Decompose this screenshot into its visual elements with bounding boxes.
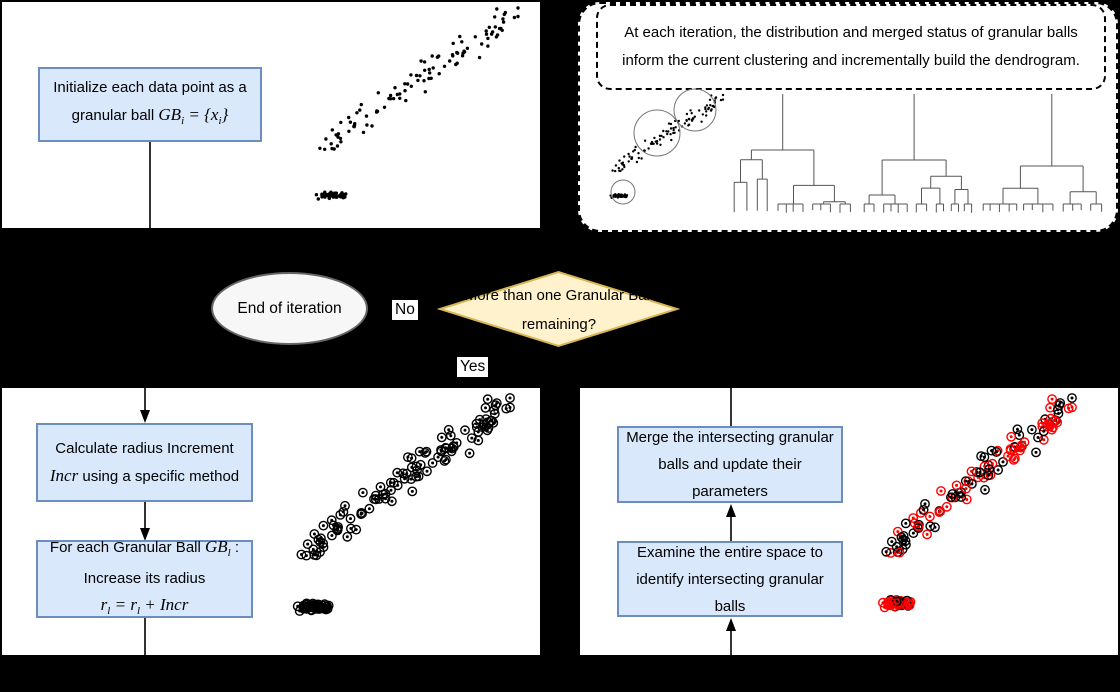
annotation-note-text: At each iteration, the distribution and merged status of granular balls inform the current clustering and incrementally build the dendrogram. (622, 24, 1080, 69)
node-examine-text: Examine the entire space to identify intersecting granular balls (636, 543, 824, 615)
node-foreach-line2: Increase its radius (83, 570, 206, 587)
decision-label (408, 281, 710, 339)
edge-label-no: No (392, 300, 418, 320)
node-end-of-iteration (211, 272, 368, 345)
node-calc-increment (36, 423, 253, 502)
node-calc-line1: Calculate radius Increment (55, 440, 234, 457)
decision-line1: More than one Granular Ball (464, 287, 654, 304)
node-initialize-line2: granular ball $GB_i = \{x_i\}$ (71, 105, 229, 127)
node-examine-space (617, 541, 843, 617)
node-end-text: End of iteration (237, 299, 342, 317)
node-initialize (38, 67, 262, 142)
node-initialize-line1: Initialize each data point as a (53, 79, 247, 96)
node-merge-text: Merge the intersecting granular balls and update their parameters (626, 429, 834, 500)
node-merge-balls (617, 426, 843, 503)
decision-line2: remaining? (521, 316, 597, 333)
node-increase-radius (36, 537, 253, 618)
node-calc-line2: Incr using a specific method (49, 466, 240, 485)
node-foreach-line3: $r_l = r_l$ + Incr (100, 595, 189, 617)
node-foreach-line1: For each Granular Ball $GB_l$ : (49, 537, 240, 559)
edge-label-yes: Yes (457, 357, 488, 377)
